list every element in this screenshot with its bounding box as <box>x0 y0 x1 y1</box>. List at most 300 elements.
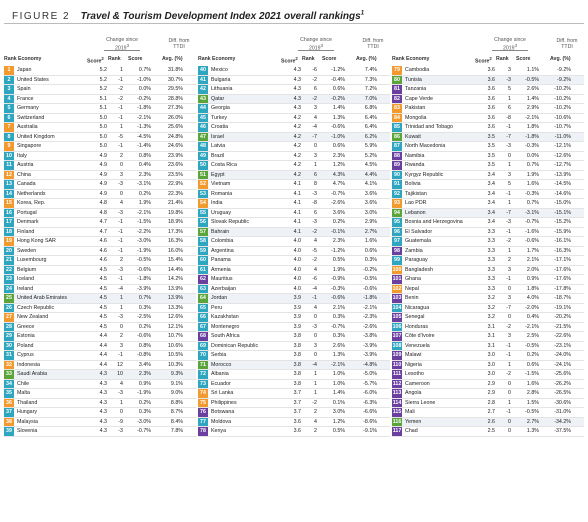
rank-badge: 4 <box>4 95 14 104</box>
score-value: 4.5 <box>99 266 107 273</box>
diff-from-avg: -34.2% <box>554 418 571 425</box>
score-value: 4.2 <box>293 143 301 150</box>
rank-change: 1 <box>314 380 317 387</box>
score-value: 2.5 <box>487 428 495 435</box>
score-value: 3.8 <box>293 380 301 387</box>
score-value: 3.9 <box>293 304 301 311</box>
rank-badge: 44 <box>198 104 208 113</box>
score-value: 2.7 <box>487 409 495 416</box>
score-value: 3.8 <box>293 361 301 368</box>
rank-change: 2 <box>120 257 123 264</box>
score-change: -3.1% <box>137 181 151 188</box>
diff-from-avg: -22.6% <box>554 333 571 340</box>
score-value: 4.3 <box>99 371 107 378</box>
score-change: 2.0% <box>526 266 539 273</box>
table-row <box>392 380 584 390</box>
rank-badge: 115 <box>392 409 402 415</box>
table-row <box>4 133 196 143</box>
score-value: 4.3 <box>99 380 107 387</box>
score-change: 1.3% <box>526 428 539 435</box>
figure-label: FIGURE 2 <box>12 11 71 22</box>
score-value: 4.5 <box>99 323 107 330</box>
economy-name: Uruguay <box>211 209 232 216</box>
score-value: 3.0 <box>487 352 495 359</box>
table-row <box>4 351 196 361</box>
diff-from-avg: -23.1% <box>554 342 571 349</box>
rank-badge: 47 <box>198 133 208 142</box>
score-change: 2.1% <box>526 257 539 264</box>
rank-badge: 107 <box>392 333 402 339</box>
rank-change: -7 <box>506 304 511 311</box>
rank-change: 4 <box>314 238 317 245</box>
diff-from-avg: -10.2% <box>554 95 571 102</box>
economy-name: Finland <box>17 228 35 235</box>
rank-badge: 93 <box>392 199 402 208</box>
score-value: 3.8 <box>293 352 301 359</box>
score-change: 1.1% <box>526 67 539 74</box>
score-change: -2.1% <box>331 361 345 368</box>
rank-badge: 61 <box>198 266 208 275</box>
rank-change: -8 <box>312 200 317 207</box>
score-change: 0.7% <box>138 67 151 74</box>
rank-change: -6 <box>312 276 317 283</box>
rank-change: -4 <box>312 361 317 368</box>
economy-header: Economy <box>18 56 42 62</box>
rank-badge: 68 <box>198 332 208 341</box>
score-change: 2.1% <box>332 304 345 311</box>
diff-from-avg: -3.8% <box>363 333 377 340</box>
rank-change: 1 <box>120 295 123 302</box>
score-change: -0.3% <box>331 285 345 292</box>
score-change: 0.7% <box>526 200 539 207</box>
rank-change: 2 <box>120 152 123 159</box>
rank-badge: 111 <box>392 371 402 377</box>
diff-from-avg: -16.1% <box>554 238 571 245</box>
rank-change: 0 <box>120 162 123 169</box>
rank-badge: 51 <box>198 171 208 180</box>
score-change: 1.7% <box>526 247 539 254</box>
score-value: 5.0 <box>99 114 107 121</box>
diff-from-avg: 22.9% <box>167 181 183 188</box>
rank-change: -7 <box>312 133 317 140</box>
rank-change: 0 <box>314 314 317 321</box>
rank-badge: 97 <box>392 237 402 246</box>
rank-badge: 58 <box>198 237 208 246</box>
score-change: 2.6% <box>332 342 345 349</box>
economy-name: United Kingdom <box>17 133 55 140</box>
rank-change: -1 <box>506 190 511 197</box>
economy-name: Philippines <box>211 399 237 406</box>
score-change: 4.0% <box>526 295 539 302</box>
score-value: 3.7 <box>293 390 301 397</box>
score-change: -0.6% <box>137 266 151 273</box>
diff-from-avg: 23.5% <box>167 171 183 178</box>
score-change: 0.2% <box>332 219 345 226</box>
table-row <box>4 285 196 295</box>
score-value: 4.3 <box>293 86 301 93</box>
rank-change: 0 <box>314 352 317 359</box>
table-row <box>4 218 196 228</box>
economy-name: Bolivia <box>405 181 421 188</box>
score-change: 0.7% <box>138 295 151 302</box>
rank-change: 8 <box>314 181 317 188</box>
score-change: 1.9% <box>138 200 151 207</box>
economy-name: Colombia <box>211 238 234 245</box>
rank-badge: 67 <box>198 323 208 332</box>
score-value: 4.2 <box>293 114 301 121</box>
score-value: 3.3 <box>487 266 495 273</box>
diff-from-avg: -19.1% <box>554 304 571 311</box>
table-row <box>198 285 390 295</box>
rank-change: -2 <box>506 323 511 330</box>
economy-name: Tajikistan <box>405 190 427 197</box>
rank-change: -1 <box>506 124 511 131</box>
economy-name: Mali <box>405 409 415 416</box>
rank-change: -4 <box>118 285 123 292</box>
diff-from-avg: -11.0% <box>554 133 571 140</box>
rank-change: 2 <box>314 409 317 416</box>
rank-badge: 90 <box>392 171 402 180</box>
rank-badge: 81 <box>392 85 402 94</box>
score-value: 4.4 <box>99 342 107 349</box>
rank-change: 5 <box>508 181 511 188</box>
rank-change: -3 <box>506 143 511 150</box>
score-change: 0.7% <box>526 162 539 169</box>
economy-name: Belgium <box>17 266 37 273</box>
economy-name: France <box>17 95 34 102</box>
table-row <box>198 323 390 333</box>
score-change: -1.2% <box>331 247 345 254</box>
table-row <box>392 285 584 295</box>
economy-name: Australia <box>17 124 38 131</box>
diff-from-avg: -30.6% <box>554 399 571 406</box>
rank-badge: 45 <box>198 114 208 123</box>
diff-from-avg: 13.9% <box>167 285 183 292</box>
economy-name: Switzerland <box>17 114 45 121</box>
table-row <box>198 85 390 95</box>
rank-change: -3 <box>312 323 317 330</box>
diff-header: Diff. from TTDI <box>168 38 190 50</box>
rank-change: -1 <box>506 352 511 359</box>
rank-badge: 24 <box>4 285 14 294</box>
score-value: 4.8 <box>99 200 107 207</box>
diff-from-avg: 9.0% <box>170 390 183 397</box>
rank-badge: 12 <box>4 171 14 180</box>
economy-name: Kuwait <box>405 133 421 140</box>
rank-badge: 110 <box>392 361 402 368</box>
table-row <box>4 142 196 152</box>
diff-from-avg: 30.7% <box>167 76 183 83</box>
rank-badge: 35 <box>4 389 14 398</box>
rank-change: -9 <box>118 418 123 425</box>
score-value: 3.8 <box>293 333 301 340</box>
diff-from-avg: 6.2% <box>364 133 377 140</box>
score-change: 2.6% <box>526 86 539 93</box>
table-row <box>4 332 196 342</box>
economy-name: Malta <box>17 390 30 397</box>
table-row <box>392 332 584 342</box>
rank-badge: 88 <box>392 152 402 161</box>
score-value: 3.0 <box>487 371 495 378</box>
score-change: 1.0% <box>332 371 345 378</box>
diff-from-avg: -25.6% <box>554 371 571 378</box>
rank-change: -1 <box>118 143 123 150</box>
score-change: -0.6% <box>137 333 151 340</box>
rank-badge: 77 <box>198 418 208 427</box>
score-value: 4.4 <box>99 361 107 368</box>
score-value: 4.9 <box>99 162 107 169</box>
rank-badge: 49 <box>198 152 208 161</box>
rank-badge: 50 <box>198 161 208 170</box>
economy-name: Japan <box>17 67 32 74</box>
diff-from-avg: -16.3% <box>554 247 571 254</box>
table-row <box>4 66 196 76</box>
score-value: 2.9 <box>487 380 495 387</box>
score-change: 2.9% <box>526 105 539 112</box>
rank-badge: 27 <box>4 313 14 322</box>
table-row <box>4 237 196 247</box>
diff-from-avg: 2.9% <box>364 219 377 226</box>
economy-name: Canada <box>17 181 36 188</box>
score-value: 5.0 <box>99 124 107 131</box>
table-row <box>198 342 390 352</box>
diff-from-avg: -9.2% <box>557 67 571 74</box>
rank-badge: 40 <box>198 66 208 75</box>
diff-from-avg: 0.6% <box>364 247 377 254</box>
rank-change: 3 <box>508 67 511 74</box>
economy-name: Ghana <box>405 276 421 283</box>
rank-badge: 38 <box>4 418 14 427</box>
score-value: 3.3 <box>487 285 495 292</box>
table-row <box>392 95 584 105</box>
score-value: 4.9 <box>99 152 107 159</box>
table-row <box>198 114 390 124</box>
table-row <box>198 380 390 390</box>
score-value: 2.6 <box>487 418 495 425</box>
score-change: -0.7% <box>137 428 151 435</box>
diff-from-avg: -0.2% <box>363 266 377 273</box>
rank-change: -2 <box>312 257 317 264</box>
score-change: -1.9% <box>137 390 151 397</box>
rank-badge: 26 <box>4 304 14 313</box>
score-change: 2.7% <box>526 418 539 425</box>
table-row <box>392 427 584 437</box>
score-change: 0.5% <box>332 257 345 264</box>
rank-badge: 84 <box>392 114 402 123</box>
diff-from-avg: 28.8% <box>167 95 183 102</box>
score-change: 0.4% <box>526 314 539 321</box>
diff-from-avg: -10.7% <box>554 124 571 131</box>
diff-from-avg: 23.9% <box>167 152 183 159</box>
table-row <box>198 218 390 228</box>
score-value: 3.2 <box>487 295 495 302</box>
score-change: -0.6% <box>525 238 539 245</box>
score-value: 4.3 <box>99 418 107 425</box>
rank-change: 3 <box>314 105 317 112</box>
economy-name: Vietnam <box>211 181 231 188</box>
score-change: -0.6% <box>331 124 345 131</box>
rank-change: 2 <box>120 333 123 340</box>
economy-name: Namibia <box>405 152 425 159</box>
score-value: 3.3 <box>487 238 495 245</box>
rank-badge: 65 <box>198 304 208 313</box>
score-change: 0.1% <box>332 399 345 406</box>
table-row <box>392 66 584 76</box>
table-row <box>4 247 196 257</box>
diff-from-avg: -15.2% <box>554 219 571 226</box>
rank-badge: 54 <box>198 199 208 208</box>
rank-change: -7 <box>506 133 511 140</box>
column-header <box>198 37 390 66</box>
score-change: -1.6% <box>525 228 539 235</box>
rank-badge: 21 <box>4 256 14 265</box>
diff-from-avg: 23.6% <box>167 162 183 169</box>
rank-change: -3 <box>506 219 511 226</box>
rank-badge: 96 <box>392 228 402 237</box>
economy-name: Dominican Republic <box>211 342 259 349</box>
score-value: 3.2 <box>487 304 495 311</box>
economy-name: Guatemala <box>405 238 431 245</box>
rank-badge: 116 <box>392 418 402 425</box>
score-value: 4.7 <box>99 228 107 235</box>
score-value: 4.5 <box>99 314 107 321</box>
economy-name: Honduras <box>405 323 428 330</box>
score-value: 3.6 <box>487 67 495 74</box>
score-value: 4.6 <box>99 238 107 245</box>
table-row <box>198 152 390 162</box>
score-change: -1.4% <box>137 143 151 150</box>
economy-name: Chad <box>405 428 418 435</box>
economy-name: Romania <box>211 190 233 197</box>
rank-change: -3 <box>118 181 123 188</box>
score-value: 5.1 <box>99 105 107 112</box>
rank-change: -1 <box>118 276 123 283</box>
score-change: 0.4% <box>138 162 151 169</box>
score-value: 3.7 <box>293 399 301 406</box>
economy-name: Trinidad and Tobago <box>405 124 454 131</box>
rank-badge: 113 <box>392 390 402 396</box>
economy-name: Bangladesh <box>405 266 433 273</box>
rank-change: 1 <box>120 304 123 311</box>
table-row <box>4 85 196 95</box>
score-change: -1.2% <box>331 67 345 74</box>
diff-from-avg: 31.8% <box>167 67 183 74</box>
table-row <box>198 389 390 399</box>
diff-from-avg: 15.4% <box>167 257 183 264</box>
change-rank-header: Rank <box>496 56 509 62</box>
economy-name: Netherlands <box>17 190 46 197</box>
score-value: 3.6 <box>487 76 495 83</box>
score-change: 1.4% <box>526 95 539 102</box>
economy-name: Ireland <box>17 285 34 292</box>
score-change: -0.6% <box>331 295 345 302</box>
figure-title-text: Travel & Tourism Development Index 2021 overall rankings <box>80 11 361 22</box>
diff-from-avg: -10.2% <box>554 86 571 93</box>
score-value: 3.9 <box>293 295 301 302</box>
rank-change: -4 <box>312 285 317 292</box>
table-row <box>392 199 584 209</box>
score-value: 5.0 <box>99 143 107 150</box>
rank-change: -1 <box>118 228 123 235</box>
rank-badge: 18 <box>4 228 14 237</box>
economy-name: Turkey <box>211 114 227 121</box>
score-change: -2.1% <box>525 114 539 121</box>
table-row <box>198 361 390 371</box>
score-change: -1.3% <box>137 124 151 131</box>
diff-from-avg: -17.1% <box>554 257 571 264</box>
table-row <box>4 370 196 380</box>
rank-change: -3 <box>506 76 511 83</box>
score-change: -0.5% <box>525 342 539 349</box>
score-change: -2.5% <box>137 314 151 321</box>
economy-name: Bahrain <box>211 228 230 235</box>
economy-name: Brazil <box>211 152 225 159</box>
table-row <box>392 304 584 314</box>
rank-change: 3 <box>508 171 511 178</box>
figure-header <box>12 6 364 20</box>
score-value: 4.3 <box>99 390 107 397</box>
table-row <box>4 294 196 304</box>
score-value: 3.4 <box>487 200 495 207</box>
economy-name: Benin <box>405 295 419 302</box>
diff-from-avg: 7.8% <box>170 428 183 435</box>
score-change: -0.1% <box>331 228 345 235</box>
column-header <box>392 37 584 66</box>
rank-badge: 22 <box>4 266 14 275</box>
rank-badge: 62 <box>198 275 208 284</box>
table-row <box>392 275 584 285</box>
rank-change: 0 <box>120 323 123 330</box>
table-row <box>392 123 584 133</box>
economy-name: Tanzania <box>405 86 427 93</box>
table-row <box>392 294 584 304</box>
table-row <box>4 399 196 409</box>
rank-badge: 46 <box>198 123 208 132</box>
rank-change: -3 <box>118 428 123 435</box>
diff-from-avg: 16.0% <box>167 247 183 254</box>
rank-change: 0 <box>314 333 317 340</box>
rank-badge: 53 <box>198 190 208 199</box>
economy-name: Yemen <box>405 418 422 425</box>
score-change: 3.0% <box>332 409 345 416</box>
table-row <box>4 266 196 276</box>
economy-name: India <box>211 200 223 207</box>
table-row <box>198 247 390 257</box>
table-row <box>4 313 196 323</box>
diff-from-avg: -15.0% <box>554 200 571 207</box>
table-row <box>392 104 584 114</box>
rank-badge: 112 <box>392 380 402 387</box>
diff-from-avg: 6.4% <box>364 114 377 121</box>
score-change: -3.0% <box>137 418 151 425</box>
rank-badge: 98 <box>392 247 402 256</box>
score-value: 4.9 <box>99 190 107 197</box>
rank-change: -1 <box>118 219 123 226</box>
diff-from-avg: 4.1% <box>364 181 377 188</box>
rank-change: 1 <box>508 399 511 406</box>
economy-name: Georgia <box>211 105 230 112</box>
economy-name: Qatar <box>211 95 225 102</box>
diff-from-avg: 29.5% <box>167 86 183 93</box>
rank-change: 4 <box>314 418 317 425</box>
diff-from-avg: -8.6% <box>363 418 377 425</box>
score-change: 1.3% <box>332 114 345 121</box>
diff-from-avg: -2.3% <box>363 314 377 321</box>
diff-from-avg: -6.6% <box>363 409 377 416</box>
economy-name: Poland <box>17 342 34 349</box>
score-change: -2.6% <box>331 200 345 207</box>
score-change: -1.9% <box>137 247 151 254</box>
